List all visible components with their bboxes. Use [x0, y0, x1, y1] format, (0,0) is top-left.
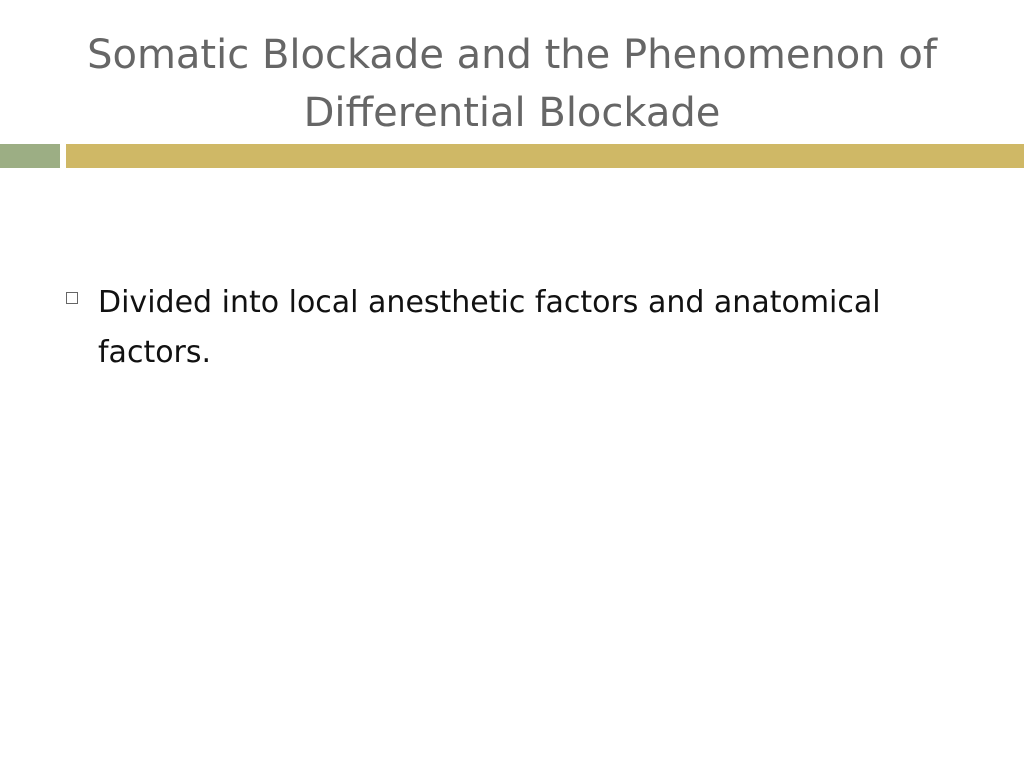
bullet-item [66, 278, 966, 378]
square-bullet-icon [66, 292, 78, 304]
slide-title: Somatic Blockade and the Phenomenon of Differential Blockade [87, 32, 937, 136]
decorative-band-green [0, 144, 60, 168]
bullet-text: Divided into local anesthetic factors and anatomical factors. [98, 285, 881, 370]
decorative-band-gold [66, 144, 1024, 168]
bullet-list [66, 278, 966, 378]
